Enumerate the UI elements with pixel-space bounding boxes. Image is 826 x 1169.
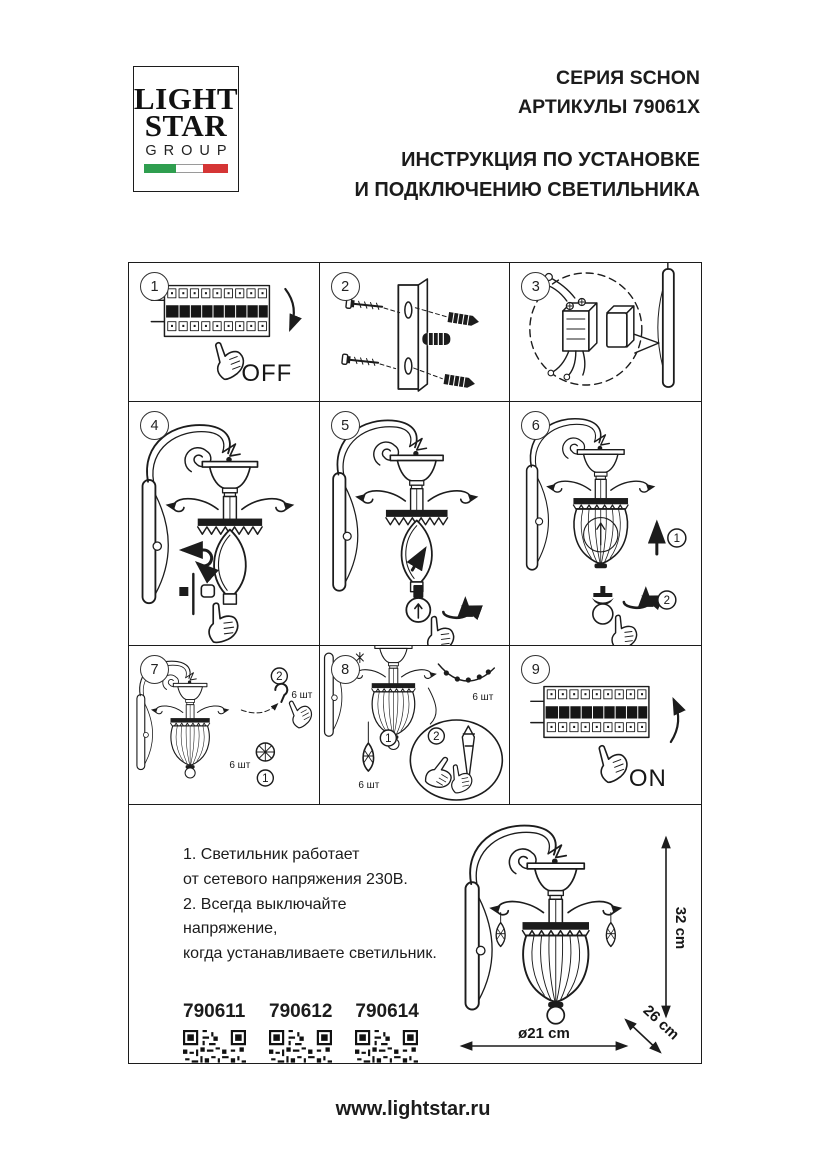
hook-arrow-icon xyxy=(183,550,211,566)
hook-icon xyxy=(275,684,287,702)
article-number: 790614 xyxy=(355,1000,419,1022)
article-item xyxy=(183,1001,246,1063)
step-panel-7 xyxy=(129,646,320,805)
step-number-badge: 6 xyxy=(521,411,550,440)
articles-title: АРТИКУЛЫ 79061X xyxy=(518,96,700,119)
height-dimension-label: 32 cm xyxy=(672,906,689,950)
flag-green xyxy=(144,164,176,173)
qr-code xyxy=(355,1030,418,1063)
svg-text:2: 2 xyxy=(432,731,440,743)
wall-plate-side xyxy=(663,269,674,387)
qr-code xyxy=(183,1030,246,1063)
logo-word-group: GROUP xyxy=(145,143,234,160)
doc-title-line2: И ПОДКЛЮЧЕНИЮ СВЕТИЛЬНИКА xyxy=(354,178,700,201)
document-header xyxy=(354,64,700,205)
screw-cap xyxy=(201,585,214,597)
terminal-cover-icon xyxy=(607,306,634,347)
rotate-arrow-icon xyxy=(624,590,650,608)
screw-icon xyxy=(345,298,400,314)
hand-icon xyxy=(202,599,240,644)
screw-icon xyxy=(341,354,396,370)
bulb-icon xyxy=(593,604,613,624)
step-number-badge: 1 xyxy=(140,272,169,301)
svg-text:1: 1 xyxy=(262,773,269,785)
pointing-hand-icon xyxy=(590,739,633,785)
flag-white xyxy=(176,164,203,173)
step-panel-8 xyxy=(320,646,511,805)
step-number-badge: 2 xyxy=(331,272,360,301)
series-title: СЕРИЯ SCHON xyxy=(556,67,700,89)
circuit-breaker-icon xyxy=(531,687,649,738)
qty-garland-label: 6 шт xyxy=(471,692,493,703)
step-panel-1 xyxy=(129,263,320,402)
instruction-grid xyxy=(128,262,702,1064)
step-number-badge: 4 xyxy=(140,411,169,440)
diameter-dimension-label: ø21 cm xyxy=(518,1025,570,1042)
circuit-breaker-icon xyxy=(151,286,269,337)
step-panel-5 xyxy=(320,402,511,646)
finial-icon xyxy=(592,586,614,605)
note-line: 2. Всегда выключайте напряжение, xyxy=(183,895,347,938)
step-panel-9 xyxy=(510,646,701,805)
off-label: OFF xyxy=(241,360,293,387)
sconce-icon xyxy=(527,419,656,570)
sconce-icon xyxy=(466,826,623,1024)
on-label: ON xyxy=(629,765,668,792)
step-panel-6 xyxy=(510,402,701,646)
step-number-badge: 8 xyxy=(331,655,360,684)
info-panel xyxy=(129,805,701,1063)
step-number-badge: 9 xyxy=(521,655,550,684)
qr-code xyxy=(269,1030,332,1063)
plate-lock-square xyxy=(179,587,188,596)
dimension-drawing xyxy=(444,808,696,1060)
note-line: когда устанавливаете светильник. xyxy=(183,945,437,963)
article-list xyxy=(183,1001,439,1063)
step-panel-3 xyxy=(510,263,701,402)
article-item xyxy=(355,1001,418,1063)
flag-red xyxy=(203,164,228,173)
turn-up-arrow-icon xyxy=(671,700,678,742)
sconce-icon xyxy=(143,425,295,604)
step-panel-2 xyxy=(320,263,511,402)
safety-notes xyxy=(183,843,439,967)
depth-dimension-label: 26 cm xyxy=(639,1001,683,1044)
website-url: www.lightstar.ru xyxy=(335,1098,491,1120)
article-number: 790612 xyxy=(269,1000,333,1022)
step-number-badge: 3 xyxy=(521,272,550,301)
logo-word-star: STAR xyxy=(144,108,228,143)
lightstar-logo xyxy=(133,66,239,192)
rotate-arrow-icon xyxy=(443,600,469,618)
wall-anchor-icon xyxy=(422,333,450,345)
doc-title-line1: ИНСТРУКЦИЯ ПО УСТАНОВКЕ xyxy=(401,148,700,171)
article-number: 790611 xyxy=(183,1000,246,1022)
italian-flag-stripe xyxy=(144,164,228,173)
logo-word-light: LIGHT xyxy=(133,80,239,116)
qty-rosettes-label: 6 шт xyxy=(229,760,251,771)
svg-text:1: 1 xyxy=(673,533,681,545)
rosette-crystal-icon xyxy=(256,743,274,761)
note-line: 1. Светильник работает xyxy=(183,846,360,863)
sconce-icon xyxy=(333,420,478,591)
wires xyxy=(551,351,585,377)
teardrop-crystal-icon xyxy=(363,743,374,771)
step-number-badge: 5 xyxy=(331,411,360,440)
svg-text:1: 1 xyxy=(384,733,392,745)
step-number-badge: 7 xyxy=(140,655,169,684)
svg-text:2: 2 xyxy=(276,671,283,683)
note-line: от сетевого напряжения 230В. xyxy=(183,870,408,888)
svg-text:2: 2 xyxy=(663,595,671,607)
qty-drops-label: 6 шт xyxy=(357,780,379,791)
turn-down-arrow-icon xyxy=(285,289,294,329)
step-panel-4 xyxy=(129,402,320,646)
article-item xyxy=(269,1001,332,1063)
qty-hooks-label: 6 шт xyxy=(291,690,313,701)
